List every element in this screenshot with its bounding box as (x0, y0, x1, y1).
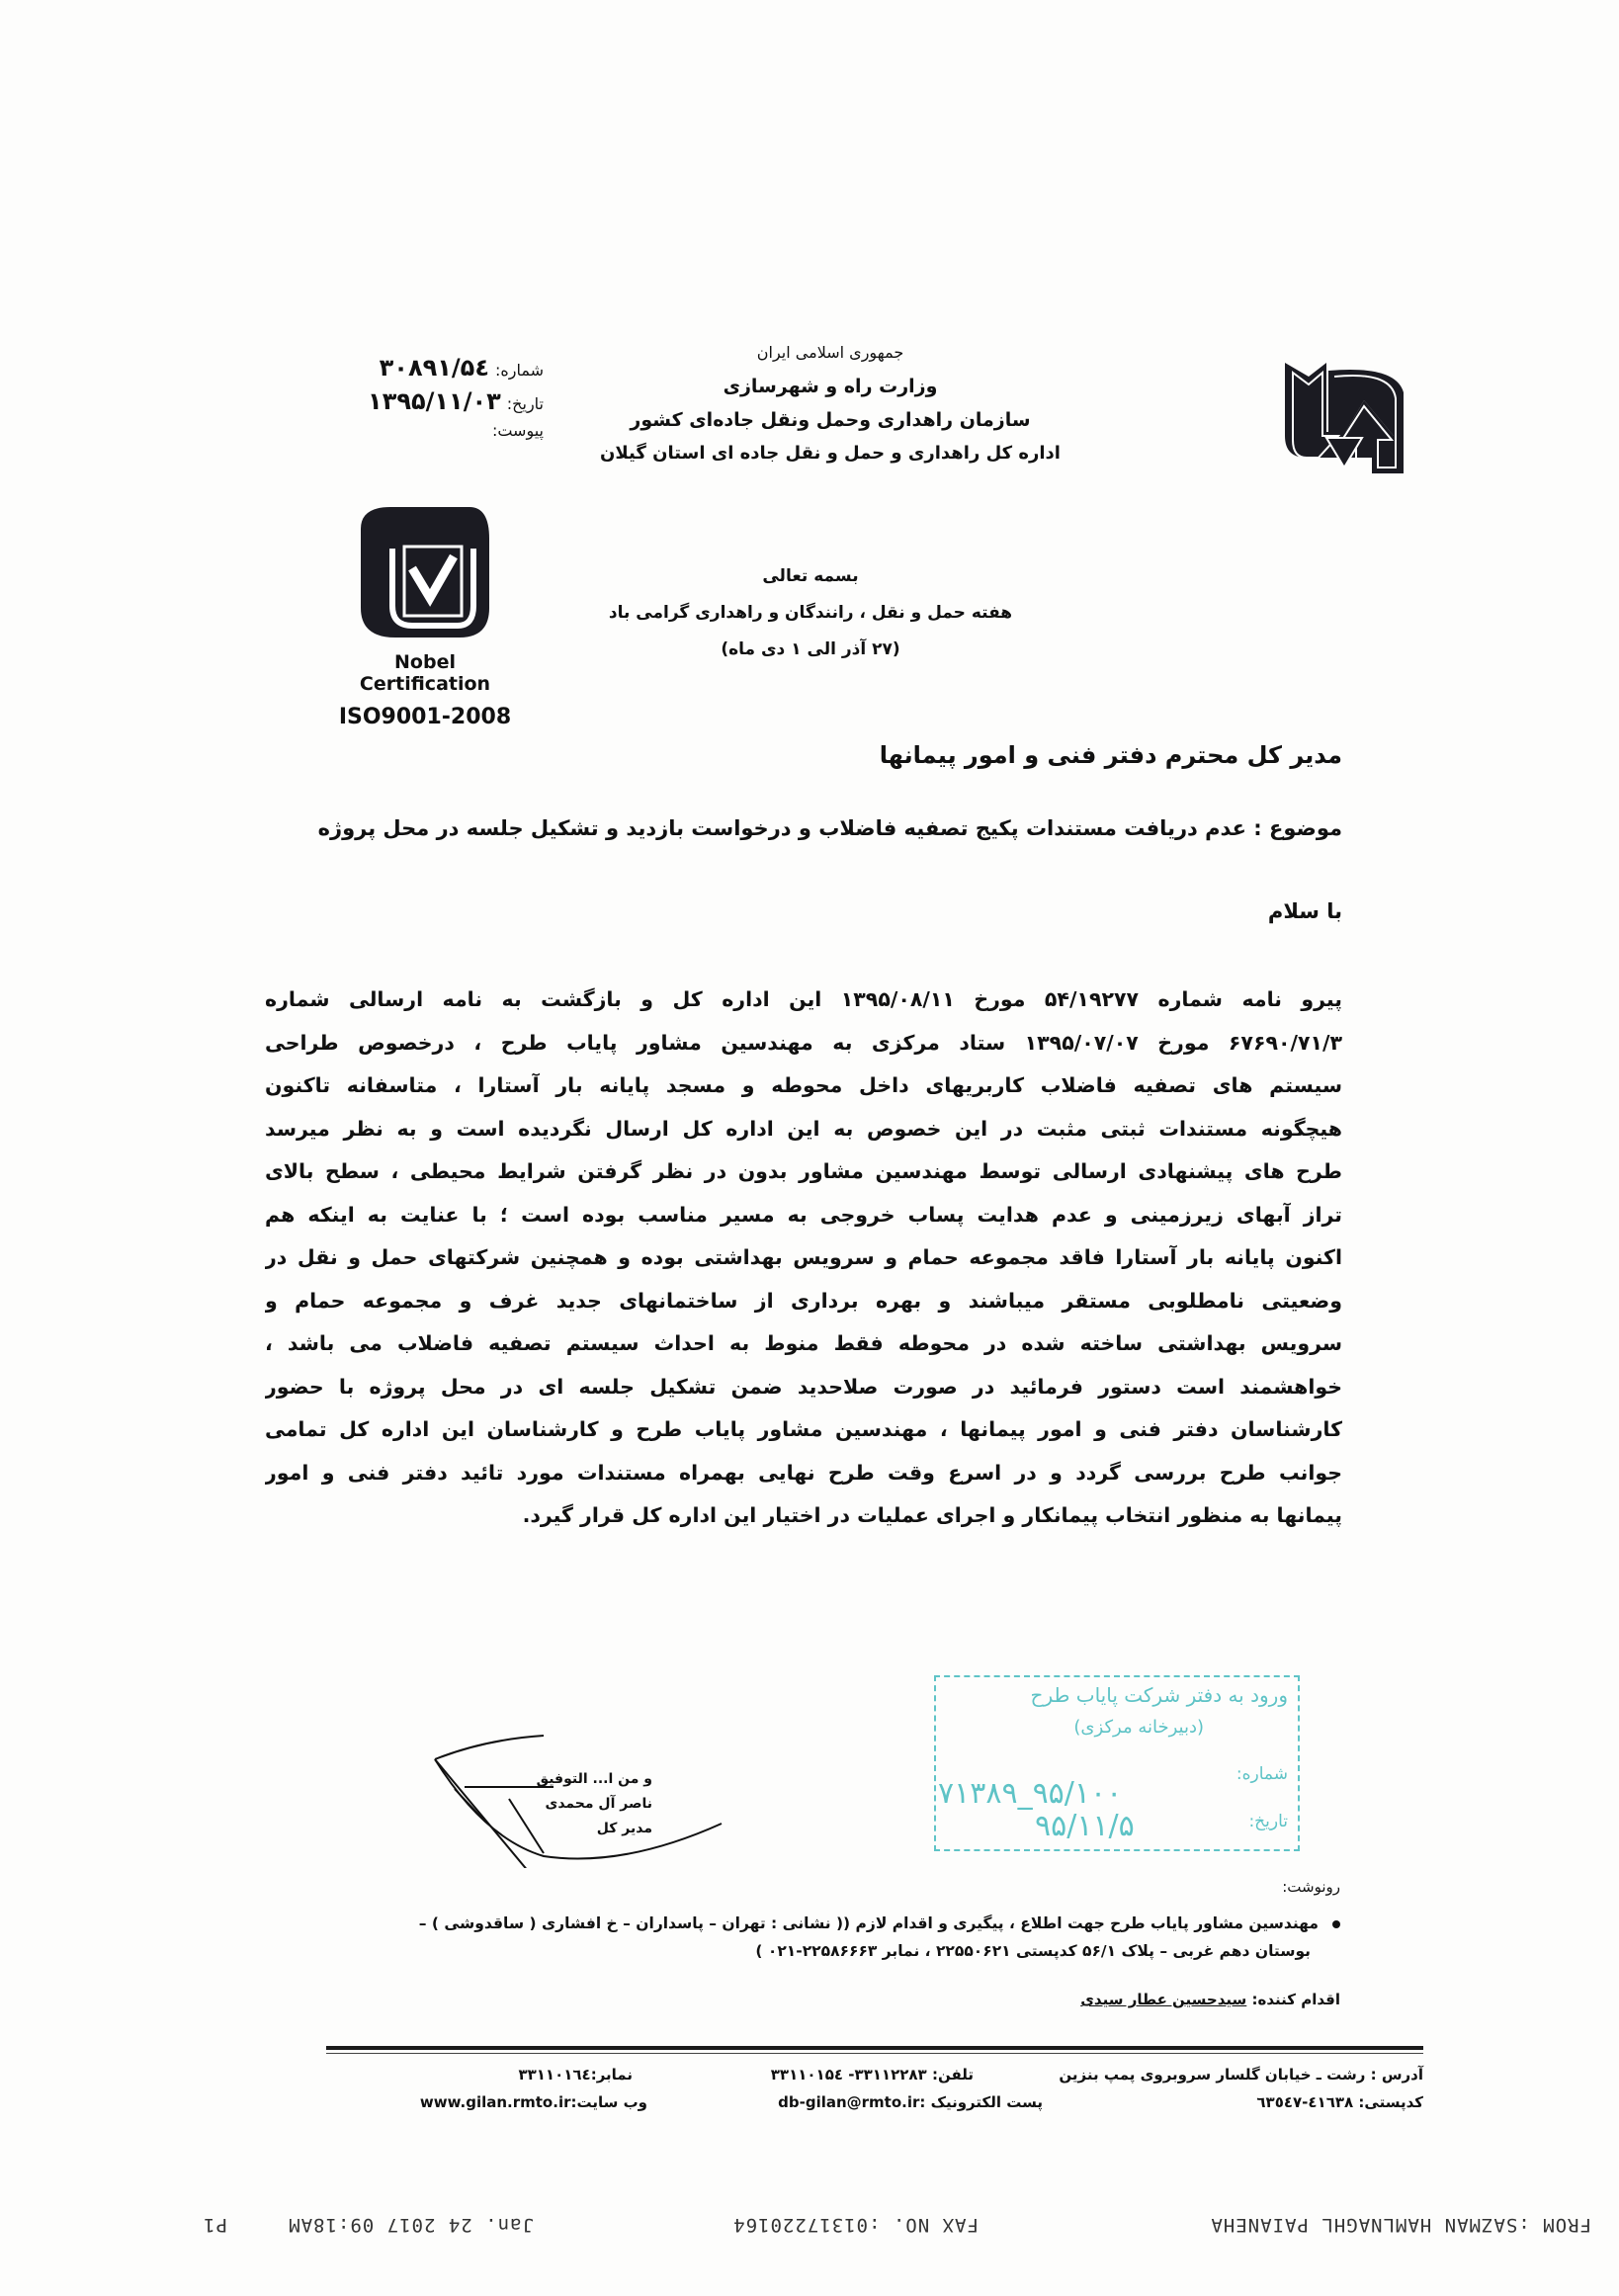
letter-date-row (316, 387, 544, 421)
fax-header (178, 2204, 1611, 2244)
body-line: پیمانها به منظور انتخاب پیمانکار و اجرای عملیات در اختیار این اداره کل قرار گیرد. (522, 1503, 1342, 1527)
footer-postal-code: کدپستی: ٤١٦٣٨-٦٣٥٤٧ (1256, 2093, 1423, 2111)
bismillah: بسمه تعالی (762, 566, 859, 586)
body-line: خواهشمند است دستور فرمائید در صورت صلاحدید ضمن تشکیل جلسه ای در محل پروژه با حضور (265, 1374, 1342, 1399)
copy-label: رونوشت: (1282, 1878, 1340, 1896)
iso-standard: ISO9001-2008 (338, 705, 512, 729)
rmto-arrows-logo-icon (1247, 341, 1435, 489)
body-line: اکنون پایانه بار آستارا فاقد مجموعه حمام و سرویس بهداشتی بوده و همچنین شرکتهای حمل و نقل در (265, 1245, 1342, 1269)
department-name: اداره کل راهداری و حمل و نقل جاده ای استان گیلان (600, 443, 1061, 464)
attachment-row (316, 421, 544, 455)
ministry-name: وزارت راه و شهرسازی (723, 376, 938, 397)
week-dates: (۲۷ آذر الی ۱ دی ماه) (721, 639, 900, 659)
action-by-name: سیدحسین عطار سیدی (1080, 1991, 1247, 2008)
certification-name (321, 651, 529, 695)
footer-website[interactable]: وب سایت:www.gilan.rmto.ir (419, 2093, 647, 2111)
action-by (1080, 1991, 1340, 2008)
addressee: مدیر کل محترم دفتر فنی و امور پیمانها (879, 741, 1342, 769)
stamp-date-label: تاریخ: (1248, 1812, 1288, 1831)
footer (326, 2066, 1423, 2121)
footer-rule (326, 2046, 1423, 2050)
signatory-name: ناصر آل محمدی (545, 1796, 652, 1812)
receipt-stamp (934, 1675, 1300, 1851)
certification-name-line1: Nobel (394, 651, 456, 673)
copy-recipient-line2: بوستان دهم غربی – پلاک ۵۶/۱ کدپستی ۲۲۵۵۰۶۲۱ ، نمابر ۲۲۵۸۶۶۶۳-۰۲۱ ) (755, 1942, 1311, 1960)
footer-email[interactable]: پست الکترونیک :db-gilan@rmto.ir (778, 2093, 1043, 2111)
fax-from: FROM :SAZMAN HAMLNAGHL PAIANEHA (1210, 2214, 1591, 2236)
body-line: جوانب طرح بررسی گردد و در اسرع وقت طرح نهایی بهمراه مستندات مورد تائید دفتر فنی و امور (265, 1460, 1342, 1485)
footer-rule-thin (326, 2053, 1423, 2054)
body-line: سیستم های تصفیه فاضلاب کاربریهای داخل محوطه و مسجد پایانه بار آستارا ، متاسفانه تاکنون (265, 1073, 1342, 1097)
body-line: هیچگونه مستندات ثبتی مثبت در این خصوص به این اداره کل ارسال نگردیده است و به نظر میرسد (265, 1116, 1342, 1141)
certification-block (321, 499, 529, 729)
stamp-title: ورود به دفتر شرکت پایاب طرح (1030, 1683, 1288, 1707)
check-shield-logo-icon (351, 499, 499, 647)
certification-name-line2: Certification (359, 673, 491, 695)
greeting: با سلام (1267, 899, 1342, 923)
body-line: سرویس بهداشتی ساخته شده در محوطه فقط منوط به احداث سیستم تصفیه فاضلاب می باشد ، (265, 1331, 1342, 1355)
stamp-number-label: شماره: (1236, 1764, 1288, 1784)
letter-body (265, 978, 1342, 1538)
footer-address: آدرس : رشت ـ خیابان گلسار سروبروی پمپ بنزین (1059, 2066, 1423, 2083)
footer-phone: تلفن: ۳۳۱۱۲۲۸۳- ۳۳۱۱۰۱۵٤ (770, 2066, 974, 2083)
republic-name: جمهوری اسلامی ایران (756, 343, 904, 362)
letter-meta (316, 354, 544, 455)
fax-datetime: Jan. 24 2017 09:18AM (288, 2214, 534, 2236)
body-line: طرح های پیشنهادی ارسالی توسط مهندسین مشاور بدون در نظر گرفتن شرایط محیطی ، سطح بالای (265, 1159, 1342, 1183)
fax-page: P1 (203, 2214, 227, 2236)
body-line: پیرو نامه شماره ۵۴/۱۹۲۷۷ مورخ ۱۳۹۵/۰۸/۱۱ این اداره کل و بازگشت به نامه ارسالی شماره (265, 987, 1342, 1011)
stamp-subtitle: (دبیرخانه مرکزی) (1073, 1717, 1204, 1738)
copy-recipient (253, 1910, 1340, 1965)
subject-line: موضوع : عدم دریافت مستندات پکیج تصفیه فاضلاب و درخواست بازدید و تشکیل جلسه در محل پروژه (317, 816, 1342, 840)
letter-date-label: تاریخ: (506, 394, 544, 413)
action-by-label: اقدام کننده: (1251, 1991, 1340, 2008)
attachment-label: پیوست: (491, 421, 544, 440)
invocation (593, 558, 1028, 667)
organization-name: سازمان راهداری وحمل ونقل جاده‌ای کشور (630, 409, 1031, 431)
letter-date-value: ۱۳۹۵/۱۱/۰۳ (368, 387, 501, 415)
letter-number-row (316, 354, 544, 387)
signature-closing: و من ا... التوفیق (536, 1771, 652, 1787)
body-line: ۶۷۶۹۰/۷۱/۳ مورخ ۱۳۹۵/۰۷/۰۷ ستاد مرکزی به مهندسین مشاور پایاب طرح ، درخصوص طراحی (265, 1030, 1342, 1055)
stamp-date-value: ۹۵/۱۱/۵ (1035, 1809, 1135, 1843)
body-line: وضعیتی نامطلوبی مستقر میباشند و بهره برداری از ساختمانهای جدید غرف و مجموعه حمام و (265, 1288, 1342, 1313)
stamp-number-value: ۷۱۳۸۹_۹۵/۱۰۰ (938, 1776, 1123, 1811)
body-line: کارشناسان دفتر فنی و امور پیمانها ، مهندسین مشاور پایاب طرح و کارشناسان این اداره کل تمامی (265, 1417, 1342, 1441)
bullet-icon (1332, 1920, 1340, 1928)
footer-fax: نمابر:۳۳۱۱۰۱٦٤ (518, 2066, 633, 2083)
letterhead (554, 336, 1107, 470)
body-line: تراز آبهای زیرزمینی و عدم هدایت پساب خروجی به مسیر مناسب بوده است ؛ با عنایت به اینکه هم (265, 1202, 1342, 1227)
signature-block (514, 1767, 652, 1841)
signatory-title: مدیر کل (596, 1821, 652, 1836)
copy-recipient-line1: مهندسین مشاور پایاب طرح جهت اطلاع ، پیگیری و اقدام لازم (( نشانی : تهران – پاسداران – خ افشاری ( ساقدوشی ) – (418, 1914, 1319, 1932)
fax-number: FAX NO. :01317220164 (732, 2214, 979, 2236)
letter-number-value: ۵٤/۳۰۸۹۱ (379, 354, 489, 382)
letter-number-label: شماره: (494, 361, 544, 380)
week-slogan: هفته حمل و نقل ، رانندگان و راهداری گرامی باد (608, 603, 1013, 623)
